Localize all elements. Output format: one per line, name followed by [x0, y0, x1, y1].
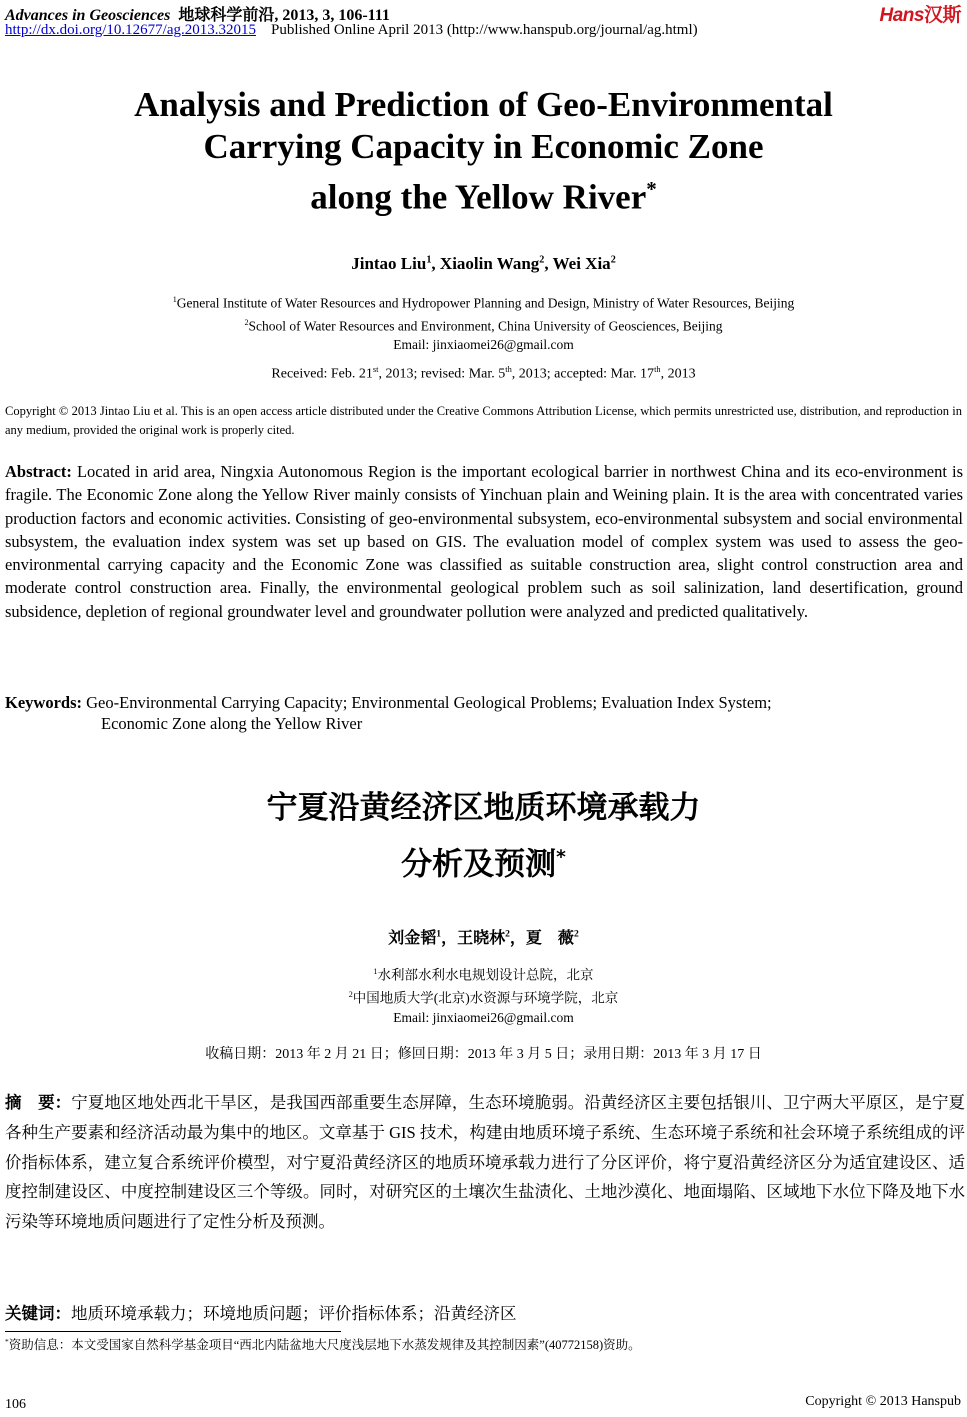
journal-cn-info: 地球科学前沿, 2013, 3, 106-111: [178, 7, 390, 24]
footer-copyright: Copyright © 2013 Hanspub: [805, 1394, 961, 1409]
chinese-affiliations: $^1$水利部水利水电规划设计总院，北京 $^2$中国地质大学(北京)水资源与环境学院，北京 Email: jinxiaomei26@gmail.com: [0, 962, 967, 1028]
published-info: Published Online April 2013 (http://www.hanspub.org/journal/ag.html): [270, 22, 698, 38]
chinese-received-dates: 收稿日期：2013 年 2 月 21 日；修回日期：2013 年 3 月 5 日；录用日期：2013 年 3 月 17 日: [205, 1047, 762, 1062]
footnote-divider: [5, 1331, 341, 1332]
chinese-authors: 刘金韬$^1$，王晓林$^2$，夏 薇$^2$: [388, 928, 579, 947]
english-keywords-line2: Economic Zone along the Yellow River: [101, 714, 363, 733]
english-abstract: Abstract: Located in arid area, Ningxia Autonomous Region is the important ecological barrier in northwest China and its eco-environment is fragile. The Economic Zone along the Yellow River mainly consists of Yinchuan plain and Weining plain. It is the area with concentrated varies production factors and economic activities. Consisting of geo-environmental subsystem, eco-environmental subsystem and social environmental subsystem, the evaluation index system was set up based on GIS. The evaluation model of complex system was used to assess the geo-environmental carrying capacity and the Economic Zone was classified as suitable construction area, slight control construction area and moderate control construction area. Finally, the environmental geological problem such as soil salinization, land desertification, ground subsidence, depletion of regional groundwater level and groundwater pollution were analyzed and predicted qualitatively.: [5, 462, 964, 621]
hans-logo: Hans汉斯: [879, 5, 961, 26]
english-keywords: Keywords: Geo-Environmental Carrying Capacity; Environmental Geological Problems; Evaluation Index System;: [5, 693, 772, 712]
journal-name: Advances in Geosciences: [5, 7, 171, 24]
publication-line: [5, 22, 698, 39]
received-dates: Received: Feb. 21st, 2013; revised: Mar. 5th, 2013; accepted: Mar. 17th, 2013: [271, 365, 696, 382]
chinese-abstract: 摘 要：宁夏地区地处西北干旱区，是我国西部重要生态屏障，生态环境脆弱。沿黄经济区主要包括银川、卫宁两大平原区，是宁夏各种生产要素和经济活动最为集中的地区。文章基于 GIS 技术，构建由地质环境子系统、生态环境子系统和社会环境子系统组成的评价指标体系，建立复合系统评价模型，对宁夏沿黄经济区的地质环境承载力进行了分区评价，将宁夏沿黄经济区分为适宜建设区、适度控制建设区、中度控制建设区三个等级。同时，对研究区的土壤次生盐渍化、土地沙漠化、地面塌陷、区域地下水位下降及地下水污染等环境地质问题进行了定性分析及预测。: [5, 1093, 966, 1232]
page-number: 106: [5, 1397, 26, 1412]
chinese-email: Email: jinxiaomei26@gmail.com: [393, 1010, 574, 1025]
english-authors: Jintao Liu$^1$, Xiaolin Wang$^2$, Wei Xia$^2$: [351, 254, 616, 273]
english-title: Analysis and Prediction of Geo-Environmental Carrying Capacity in Economic Zone along the Yellow River*: [134, 85, 833, 217]
copyright-notice: Copyright © 2013 Jintao Liu et al. This is an open access article distributed under the Creative Commons Attribution License, which permits unrestricted use, distribution, and reproduction in any medium, provided the original work is properly cited.: [5, 404, 962, 437]
funding-footnote: *资助信息：本文受国家自然科学基金项目“西北内陆盆地大尺度浅层地下水蒸发规律及其控制因素”(40772158)资助。: [5, 1336, 641, 1352]
chinese-title: 宁夏沿黄经济区地质环境承载力 分析及预测*: [266, 790, 701, 883]
chinese-keywords: 关键词：地质环境承载力；环境地质问题；评价指标体系；沿黄经济区: [5, 1304, 517, 1323]
email: Email: jinxiaomei26@gmail.com: [393, 337, 574, 352]
english-affiliations: $^1$General Institute of Water Resources and Hydropower Planning and Design, Ministry of Water Resources, Beijing $^2$School of Water Resources and Environment, China University of Geosciences, Beijing Email: jinxiaomei26@gmail.com: [0, 290, 967, 354]
doi-link[interactable]: http://dx.doi.org/10.12677/ag.2013.32015: [5, 22, 256, 38]
